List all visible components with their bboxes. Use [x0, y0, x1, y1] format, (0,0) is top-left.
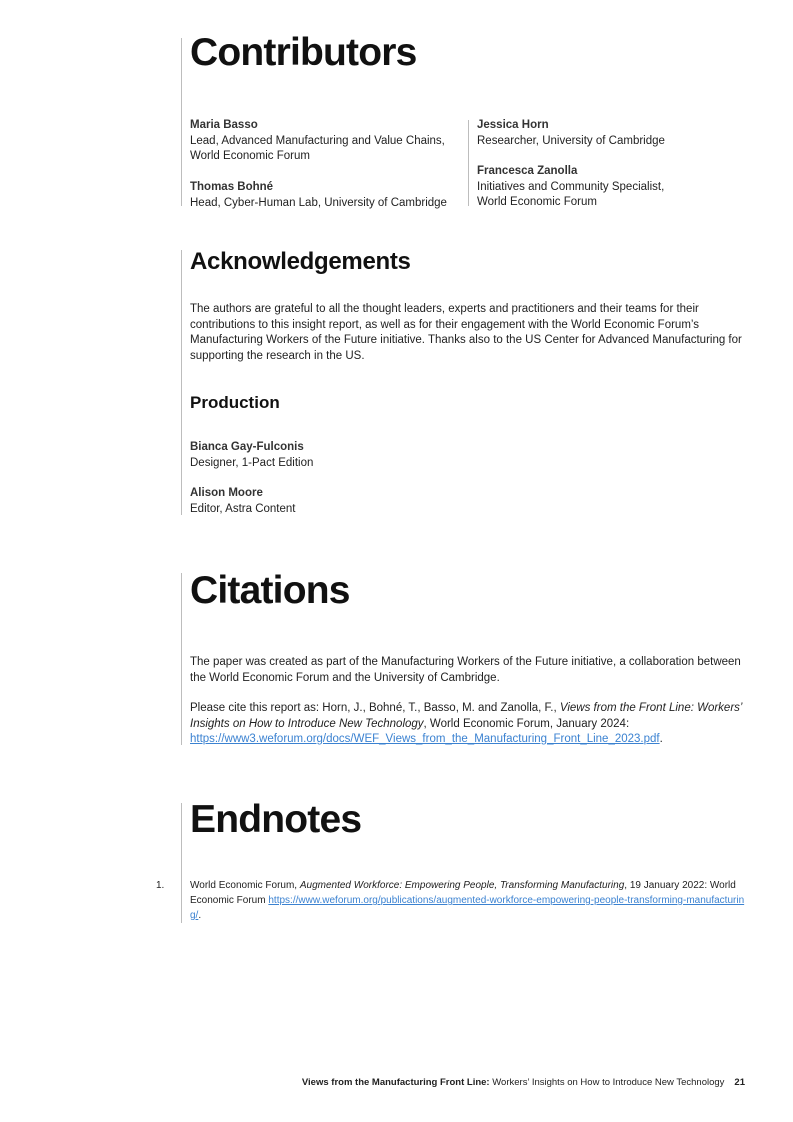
footer-title-bold: Views from the Manufacturing Front Line: — [301, 1077, 490, 1088]
endnote-title: Augmented Workforce: Empowering People, Transforming Manufacturing — [299, 880, 625, 891]
contributor-entry — [190, 180, 465, 211]
acknowledgements-text: The authors are grateful to all the thought leaders, experts and practitioners and their teams for their contributions to this insight report, as well as for their engagement with the World Economic Forum’s Manufacturing Workers of the Future initiative. Thanks also to the US Center for Advanced Manufacturing for supporting the research in the US. — [190, 303, 742, 362]
endnote-middle: , 19 January 2022: World Economic Forum — [190, 880, 736, 906]
contributor-name: Francesca Zanolla — [477, 165, 578, 177]
production-role: Editor, Astra Content — [190, 502, 296, 515]
endnote-link[interactable]: https://www.weforum.org/publications/augmented-workforce-empowering-people-transforming-manufacturing/ — [190, 895, 745, 921]
production-entry — [190, 440, 490, 471]
citation-suffix: , World Economic Forum, January 2024: — [423, 717, 630, 730]
section-rule — [181, 38, 182, 206]
endnote-number: 1. — [156, 880, 165, 891]
contributor-role: Head, Cyber-Human Lab, University of Cambridge — [190, 196, 447, 209]
contributor-role: Lead, Advanced Manufacturing and Value Chains, — [190, 134, 445, 147]
citations-heading: Citations — [190, 569, 350, 612]
acknowledgements-heading: Acknowledgements — [190, 248, 411, 275]
citation-prefix: Please cite this report as: Horn, J., Bohné, T., Basso, M. and Zanolla, F., — [190, 702, 560, 714]
contributor-entry — [477, 118, 737, 149]
citations-text: The paper was created as part of the Manufacturing Workers of the Future initiative, a collaboration between the World Economic Forum and the University of Cambridge. — [190, 656, 741, 684]
contributor-role: Initiatives and Community Specialist, — [477, 180, 665, 193]
citation-instruction — [190, 701, 742, 748]
contributors-heading: Contributors — [190, 31, 417, 74]
contributor-name: Thomas Bohné — [190, 181, 274, 193]
contributor-name: Jessica Horn — [477, 119, 549, 131]
page-footer — [302, 1077, 745, 1088]
section-rule — [181, 573, 182, 745]
citation-title: Views from the Front Line: Workers’ Insights on How to Introduce New Technology — [190, 702, 742, 730]
contributor-role: World Economic Forum — [477, 196, 597, 208]
production-heading: Production — [190, 393, 280, 412]
column-rule — [468, 120, 469, 206]
contributor-role: World Economic Forum — [190, 150, 310, 162]
endnote-end: . — [198, 910, 202, 921]
endnote-text — [190, 878, 746, 923]
production-role: Designer, 1-Pact Edition — [190, 456, 314, 469]
section-rule — [181, 803, 182, 923]
section-rule — [181, 250, 182, 515]
footer-title-rest: Workers’ Insights on How to Introduce New Technology — [489, 1077, 725, 1088]
contributor-role: Researcher, University of Cambridge — [477, 134, 665, 147]
production-entry — [190, 486, 490, 517]
endnote-prefix: World Economic Forum, — [190, 880, 300, 891]
endnotes-heading: Endnotes — [190, 798, 362, 841]
contributor-name: Maria Basso — [190, 119, 258, 131]
production-name: Alison Moore — [190, 487, 263, 499]
contributor-entry — [477, 164, 737, 211]
contributor-entry — [190, 118, 460, 165]
production-name: Bianca Gay-Fulconis — [190, 441, 304, 453]
page-number: 21 — [734, 1077, 745, 1088]
citation-link[interactable]: https://www3.weforum.org/docs/WEF_Views_from_the_Manufacturing_Front_Line_2023.pdf — [190, 733, 660, 745]
citation-end: . — [659, 733, 663, 745]
